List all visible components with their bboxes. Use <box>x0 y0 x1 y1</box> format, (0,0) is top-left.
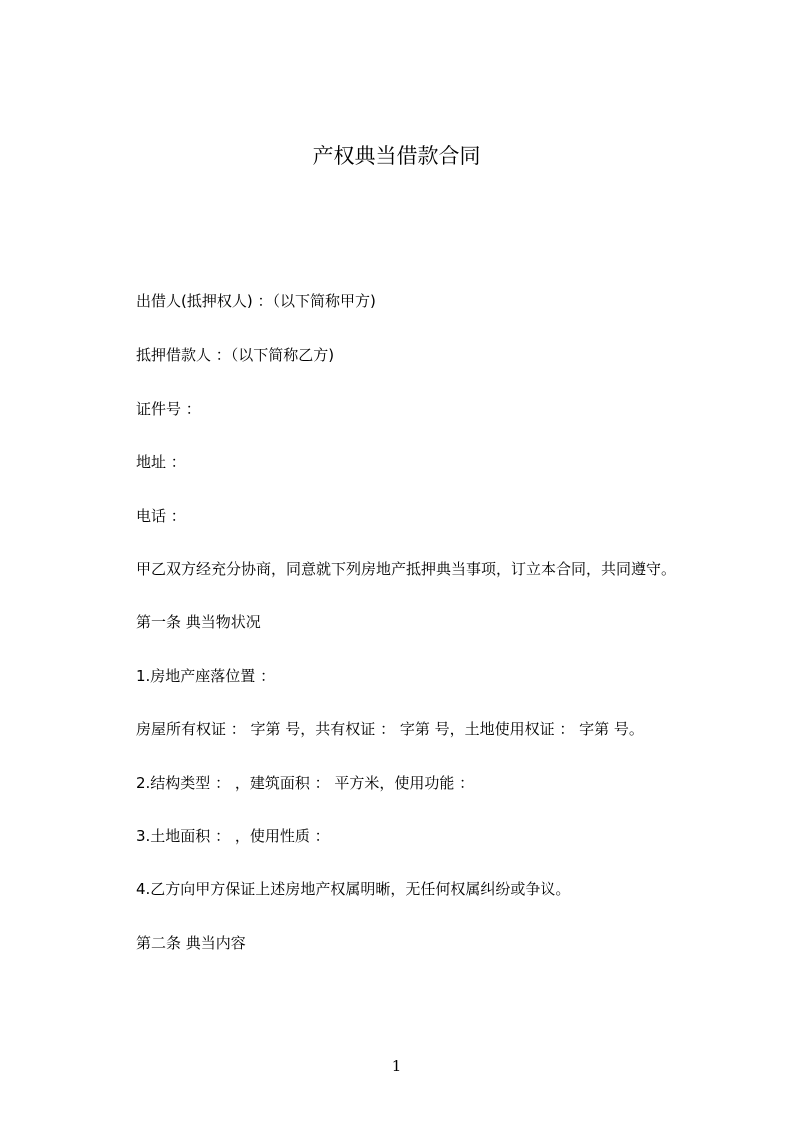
article-1-item-4: 4.乙方向甲方保证上述房地产权属明晰，无任何权属纠纷或争议。 <box>136 880 571 898</box>
page-number: 1 <box>391 1057 402 1075</box>
phone-line: 电话 ： <box>136 507 186 525</box>
address-line: 地址 ： <box>136 453 186 471</box>
agreement-preamble: 甲乙双方经充分协商，同意就下列房地产抵押典当事项，订立本合同，共同遵守。 <box>136 560 677 578</box>
article-1-item-3: 3.土地面积 ： ，使用性质 ： <box>136 827 330 845</box>
borrower-line: 抵押借款人 ：（以下简称乙方) <box>136 346 335 364</box>
lender-line: 出借人(抵押权人) ：（以下简称甲方) <box>136 292 376 310</box>
property-certificate-line: 房屋所有权证 ： 字第 号，共有权证 ： 字第 号，土地使用权证 ： 字第 号。 <box>136 720 644 738</box>
id-number-line: 证件号 ： <box>136 400 201 418</box>
document-title: 产权典当借款合同 <box>312 144 481 168</box>
article-1-item-1: 1.房地产座落位置 ： <box>136 667 276 685</box>
article-1-heading: 第一条 典当物状况 <box>136 613 261 631</box>
article-1-item-2: 2.结构类型 ： ，建筑面积 ： 平方米，使用功能 ： <box>136 774 475 792</box>
article-2-heading: 第二条 典当内容 <box>136 934 246 952</box>
